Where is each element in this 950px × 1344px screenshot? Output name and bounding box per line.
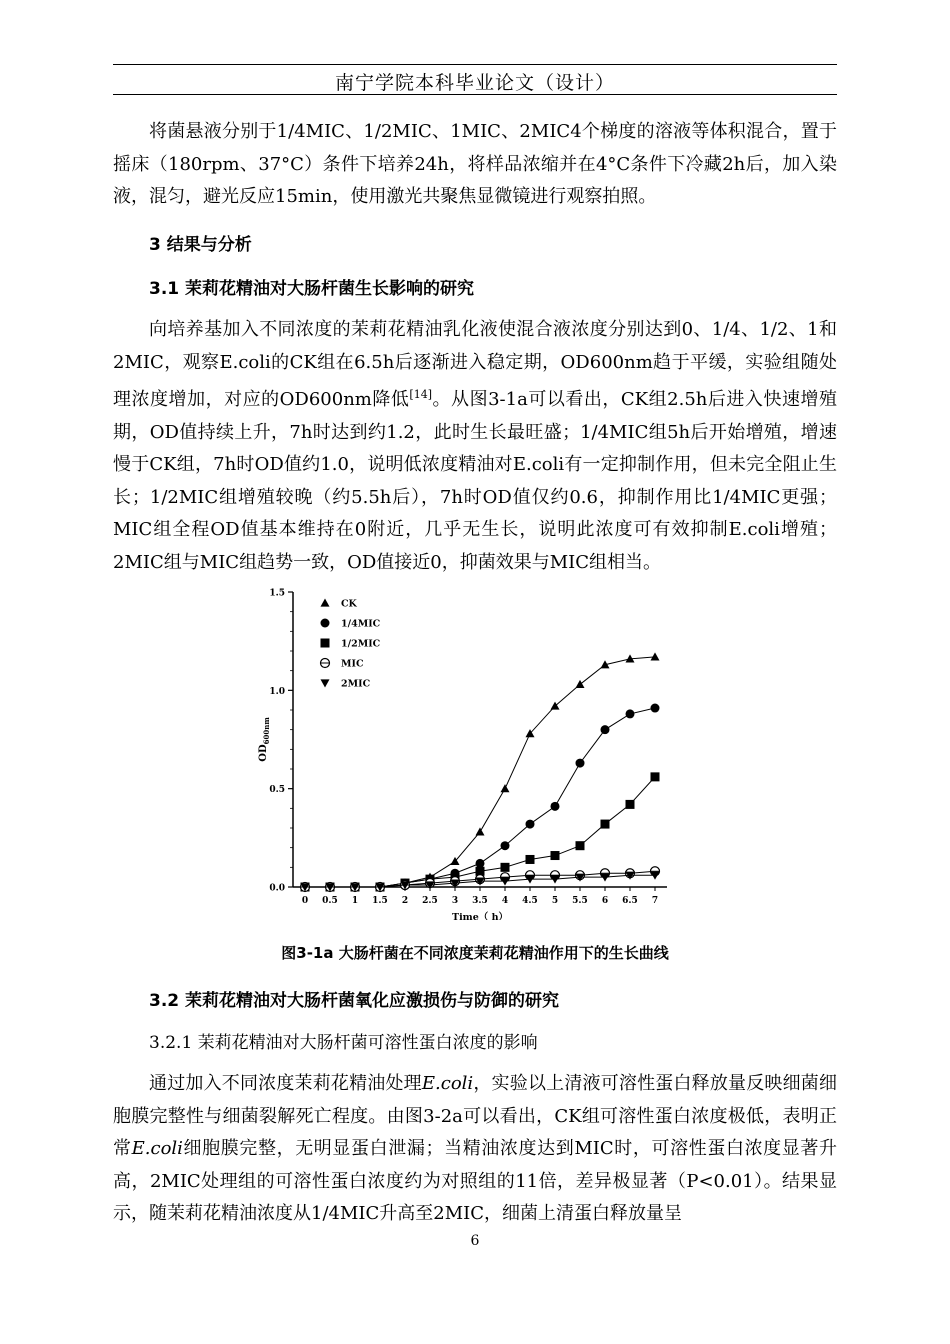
paragraph-growth-results <box>113 314 837 579</box>
y-tick-label: 1.5 <box>269 588 285 599</box>
y-axis-title-subscript: 600nm <box>262 717 271 745</box>
protein-text-1: 通过加入不同浓度茉莉花精油处理 <box>149 1073 422 1094</box>
data-point-1-4mic <box>476 859 485 868</box>
x-tick-label: 5 <box>551 896 559 906</box>
x-tick-label: 5.5 <box>572 896 588 906</box>
x-tick-label: 3.5 <box>472 896 488 906</box>
growth-curve-figure <box>250 580 700 920</box>
x-tick-label: 3 <box>451 896 459 906</box>
paragraph-staining-method: 将菌悬液分别于1/4MIC、1/2MIC、1MIC、2MIC4个梯度的溶液等体积混合，置于摇床（180rpm、37°C）条件下培养24h，将样品浓缩并在4°C条件下冷藏2h后，加入染液，混匀，避光反应15min，使用激光共聚焦显微镜进行观察拍照。 <box>113 121 837 207</box>
x-tick-label: 4 <box>501 896 509 906</box>
series-line-ck <box>305 657 655 887</box>
page-number: 6 <box>470 1233 480 1249</box>
protein-text-3: 细胞膜完整，无明显蛋白泄漏；当精油浓度达到MIC时，可溶性蛋白浓度显著升高，2MIC处理组的可溶性蛋白浓度约为对照组的11倍，差异极显著（P<0.01）。结果显示，随茉莉花精油浓度从1/4MIC升高至2MIC，细菌上清蛋白释放量呈 <box>113 1138 838 1224</box>
data-point-1-4mic <box>651 704 660 713</box>
data-point-ck <box>576 680 585 688</box>
ecoli-italic-2: E.coli <box>131 1138 183 1159</box>
header-top-rule <box>113 64 837 65</box>
x-tick-label: 6 <box>601 896 609 906</box>
data-point-1-4mic <box>576 759 585 768</box>
x-axis-title: Time（ h） <box>452 912 508 920</box>
legend-label-mic: MIC <box>341 658 364 670</box>
x-tick-label: 0.5 <box>322 896 338 906</box>
running-header: 南宁学院本科毕业论文（设计） <box>334 72 615 94</box>
data-point-1-2mic <box>651 772 660 781</box>
header-bottom-rule <box>113 94 837 95</box>
growth-curve-chart <box>250 580 700 920</box>
section-heading-results: 3 结果与分析 <box>149 235 252 255</box>
growth-text-part2: 。从图3-1a可以看出，CK组2.5h后进入快速增殖期，OD值持续上升，7h时达到约1.2，此时生长最旺盛；1/4MIC组5h后开始增殖，增速慢于CK组，7h时OD值约1.0，说明低浓度精油对E.coli有一定抑制作用，但未完全阻止生长；1/2MIC组增殖较晚（约5.5h后），7h时OD值仅约0.6，抑制作用比1/4MIC更强；MIC组全程OD值基本维持在0附近，几乎无生长，说明此浓度可有效抑制E.coli增殖；2MIC组与MIC组趋势一致，OD值接近0，抑菌效果与MIC组相当。 <box>113 389 837 573</box>
section-heading-3-1: 3.1 茉莉花精油对大肠杆菌生长影响的研究 <box>149 279 475 299</box>
x-tick-label: 7 <box>651 896 659 906</box>
legend-marker-2mic <box>321 679 330 687</box>
data-point-1-2mic <box>601 820 610 829</box>
data-point-ck <box>651 652 660 660</box>
data-point-1-2mic <box>576 841 585 850</box>
data-point-1-4mic <box>526 820 535 829</box>
protein-text-2: ，实验以上清液可溶性蛋白释放量反映细菌细胞膜完整性与细菌裂解死亡程度。由图3-2a可以看出，CK组可溶性蛋白浓度极低，表明正常 <box>113 1073 838 1159</box>
x-tick-label: 1.5 <box>372 896 388 906</box>
legend-marker-1-2mic <box>321 639 330 648</box>
y-tick-label: 0.0 <box>269 883 285 894</box>
data-point-ck <box>476 827 485 835</box>
data-point-1-2mic <box>501 863 510 872</box>
data-point-1-4mic <box>501 841 510 850</box>
figure-caption: 图3-1a 大肠杆菌在不同浓度茉莉花精油作用下的生长曲线 <box>281 944 669 962</box>
data-point-1-4mic <box>626 709 635 718</box>
data-point-1-2mic <box>626 800 635 809</box>
data-point-ck <box>501 784 510 792</box>
legend-marker-1-4mic <box>321 619 330 628</box>
x-tick-label: 0 <box>301 896 309 906</box>
x-tick-label: 2.5 <box>422 896 438 906</box>
data-point-1-2mic <box>526 855 535 864</box>
legend-marker-ck <box>321 599 330 607</box>
legend-label-2mic: 2MIC <box>341 678 371 690</box>
ecoli-italic-1: E.coli <box>421 1073 474 1094</box>
legend-label-1-4mic: 1/4MIC <box>341 618 381 630</box>
growth-text-part1: 向培养基加入不同浓度的茉莉花精油乳化液使混合液浓度分别达到0、1/4、1/2、1和2MIC，观察E.coli的CK组在6.5h后逐渐进入稳定期，OD600nm趋于平缓，实验组随处理浓度增加，对应的OD600nm降低 <box>113 319 837 410</box>
legend-label-ck: CK <box>341 598 357 610</box>
citation-ref: [14] <box>409 388 433 401</box>
data-point-1-4mic <box>601 725 610 734</box>
y-axis-title: $OD_{600nm}$ <box>258 717 271 762</box>
x-tick-label: 2 <box>401 896 409 906</box>
x-tick-label: 4.5 <box>522 896 538 906</box>
y-tick-label: 0.5 <box>269 785 285 796</box>
legend-label-1-2mic: 1/2MIC <box>341 638 381 650</box>
paragraph-protein-results <box>113 1068 837 1231</box>
data-point-1-2mic <box>551 851 560 860</box>
data-point-1-4mic <box>551 802 560 811</box>
y-tick-label: 1.0 <box>269 686 285 697</box>
section-heading-3-2: 3.2 茉莉花精油对大肠杆菌氧化应激损伤与防御的研究 <box>149 991 560 1011</box>
x-tick-label: 1 <box>351 896 359 906</box>
section-heading-3-2-1: 3.2.1 茉莉花精油对大肠杆菌可溶性蛋白浓度的影响 <box>149 1033 538 1053</box>
x-tick-label: 6.5 <box>622 896 638 906</box>
